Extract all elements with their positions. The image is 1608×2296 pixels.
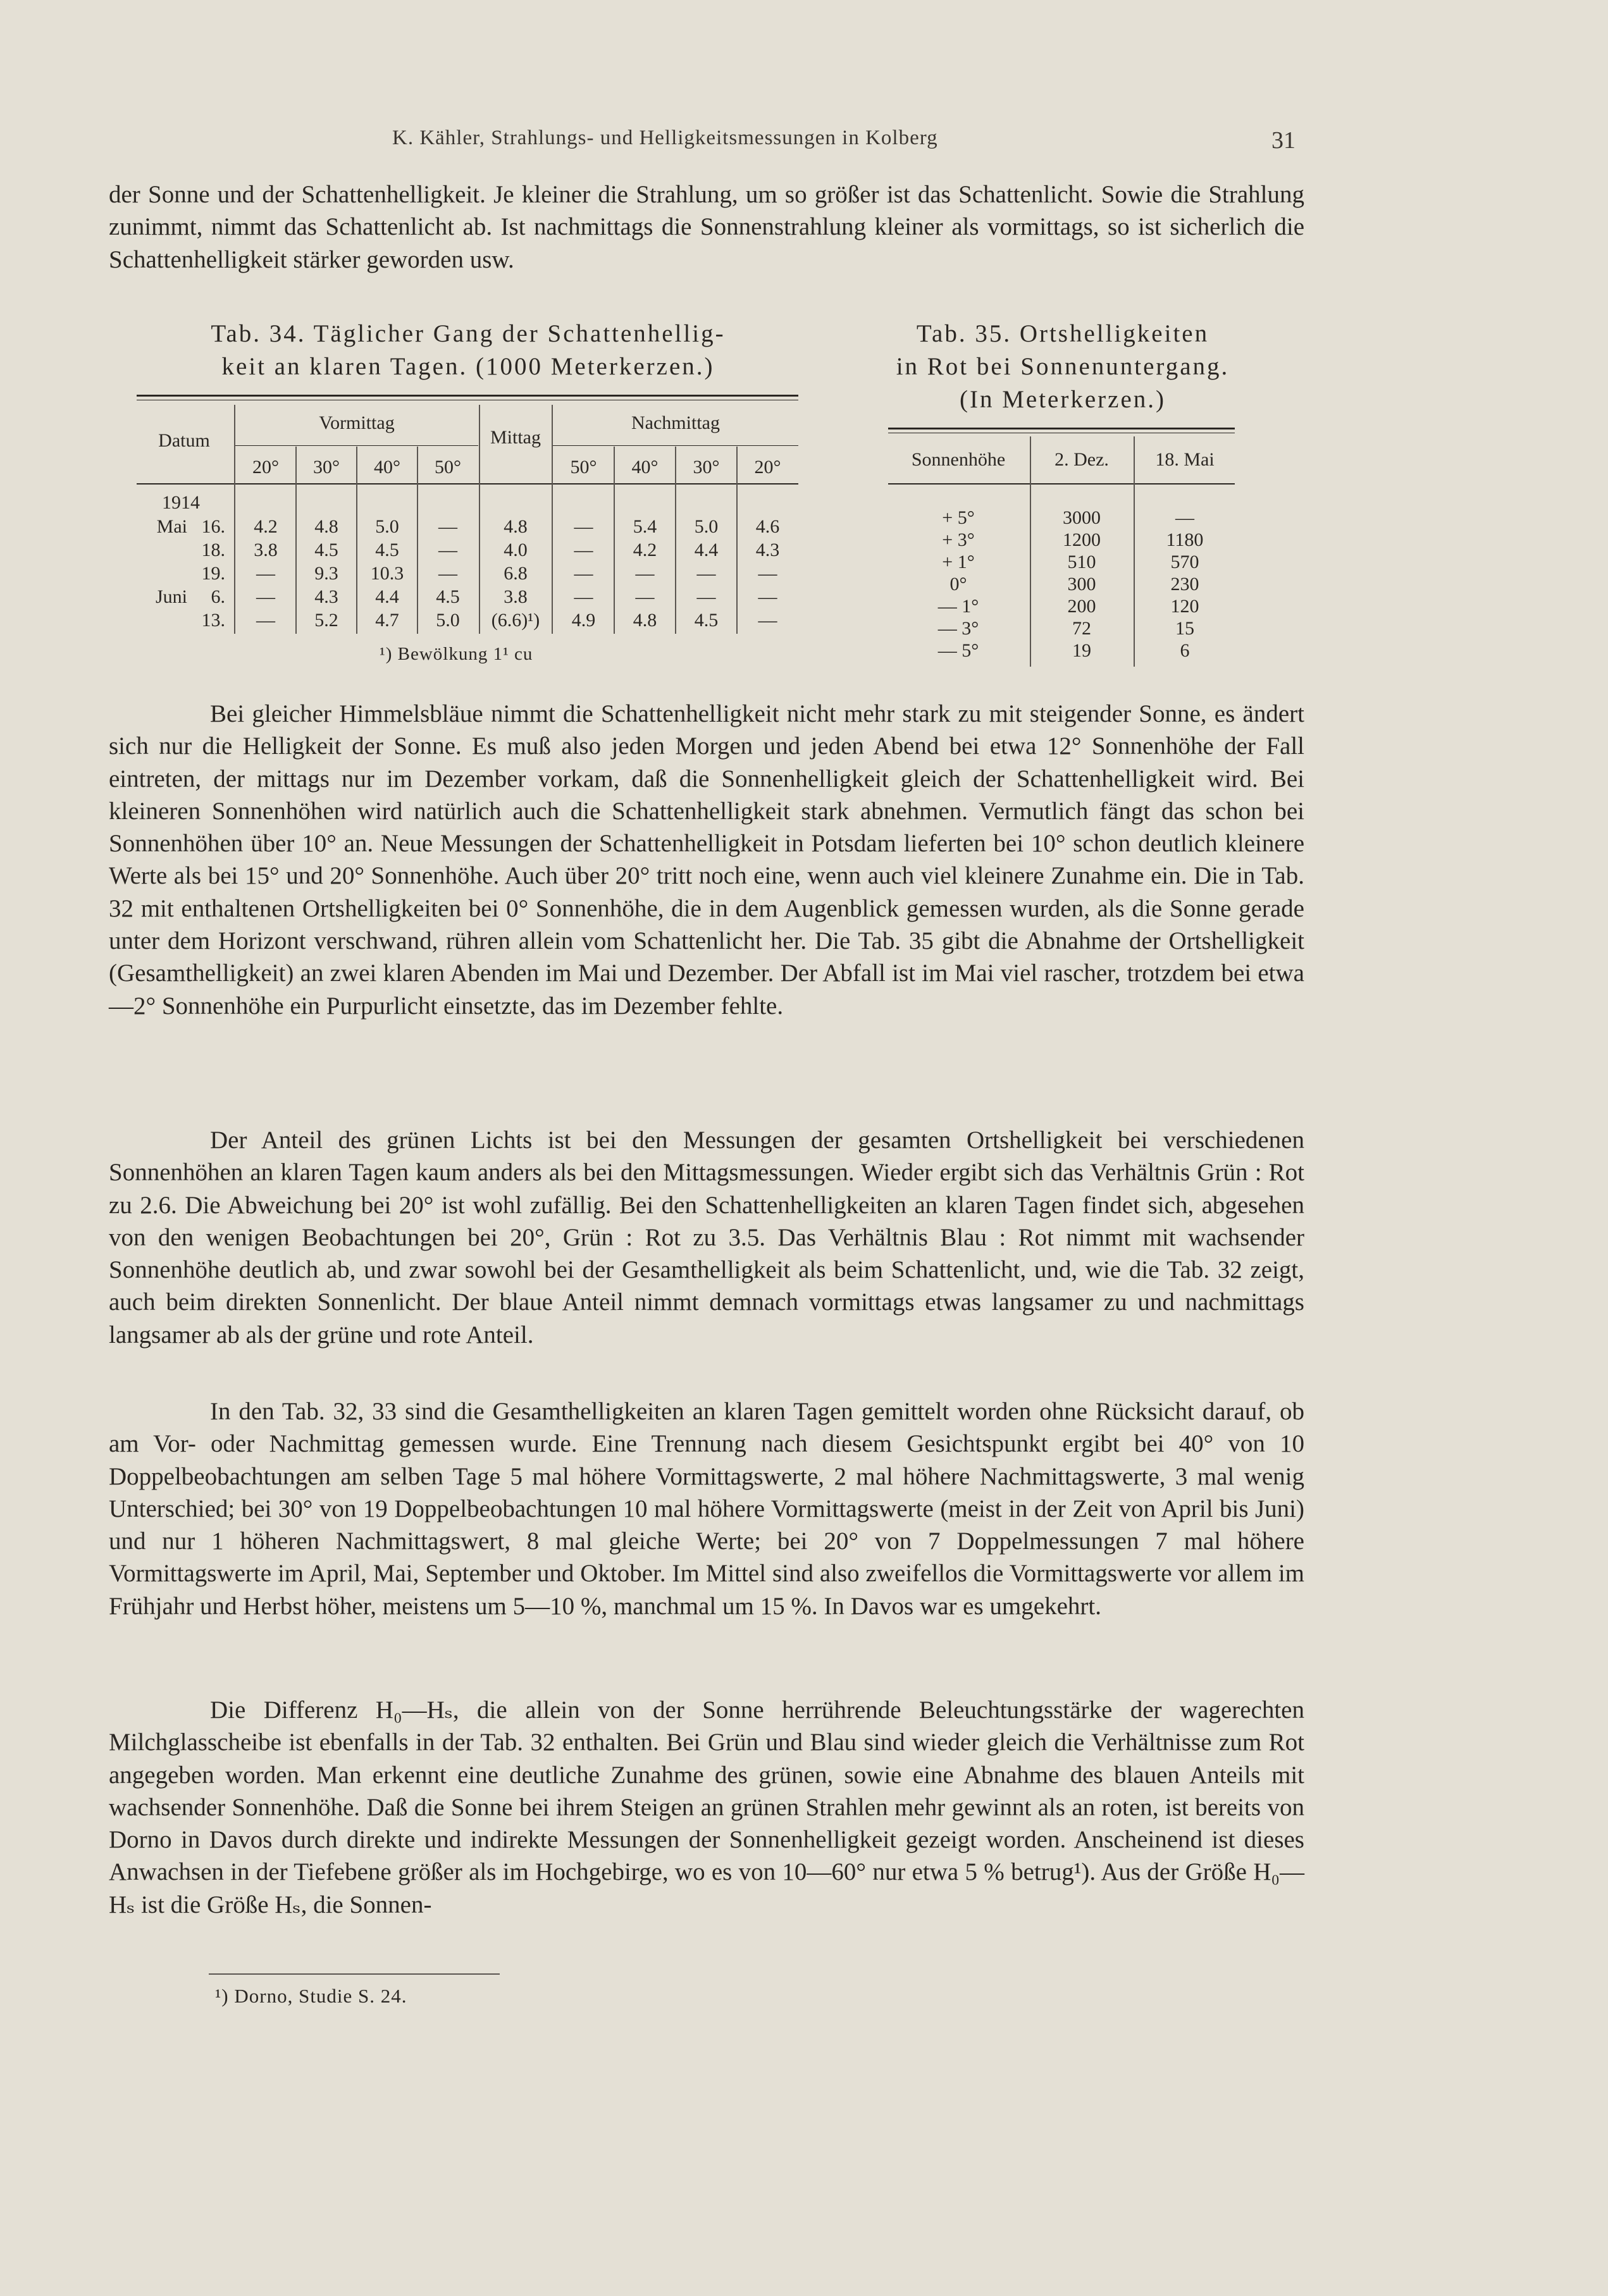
tab35-row-dez: 1200 [1063,529,1101,550]
tab34-cell: 3.8 [254,540,278,560]
tab34-header-mittag: Mittag [490,427,541,448]
tab35-row-mai: 6 [1180,640,1190,661]
tab35-row-sonnenhoehe: — 1° [937,596,979,617]
tab35-row-mai: 120 [1170,596,1199,617]
tab35-row-dez: 3000 [1063,507,1101,528]
tab34-cell: 4.7 [375,610,399,631]
tab34-cell: — [256,563,275,584]
tab34-row-day: 18. [201,540,225,560]
tab34-cell: 4.5 [694,610,719,631]
tab34-cell: — [256,610,275,631]
tab34-cell: 4.2 [633,540,657,560]
page-number: 31 [1271,127,1296,154]
tab34-cell: — [438,563,457,584]
tab34-footnote: ¹) Bewölkung 1¹ cu [380,644,533,664]
tab34-cell: 4.6 [755,516,780,537]
tab34-cell: — [758,586,777,607]
tab34-row-day: 6. [211,586,225,607]
tab35-row-mai: 570 [1170,552,1199,572]
tab34-row-day: 19. [201,563,225,584]
tab35-row-dez: 19 [1072,640,1091,661]
tab34-cell: — [696,563,716,584]
tab34-cell: 4.9 [571,610,596,631]
tab34-cell: 5.0 [375,516,399,537]
tab34-sub-header: 20° [754,457,781,478]
paragraph-3: In den Tab. 32, 33 sind die Gesamthelligkeiten an klaren Tagen gemittelt worden ohne Rücksicht darauf, ob am Vor- oder Nachmittag gemessen wurde. Eine Trennung nach diesem Gesichtspunkt ergibt bei 40° von 10 Doppelbeobachtungen am selben Tage 5 mal höhere Vormittagswerte, 2 mal höhere Nachmittagswerte, 3 mal wenig Unterschied; bei 30° von 19 Doppelbeobachtungen 10 mal höhere Vormittagswerte (meist in der Zeit von April bis Juni) und nur 1 höheren Nachmittagswert, 8 mal gleiche Werte; bei 20° von 7 Doppelmessungen 7 mal höhere Vormittagswerte im April, Mai, September und Oktober. Im Mittel sind also zweifellos die Vormittagswerte vor allem im Frühjahr und Herbst höher, meistens um 5—10 %, manchmal um 15 %. In Davos war es umgekehrt. [109,1398,1304,1620]
tab34-cell: 3.8 [504,586,528,607]
tab34-year: 1914 [162,492,200,513]
intro-paragraph: der Sonne und der Schattenhelligkeit. Je kleiner die Strahlung, um so größer ist das Schattenlicht. Sowie die Strahlung zunimmt, nimmt das Schattenlicht ab. Ist nachmittags die Sonnenstrahlung kleiner als vormittags, so ist sicherlich die Schattenhelligkeit stärker geworden usw. [109,181,1304,273]
tab34-cell: 9.3 [314,563,338,584]
footnote: ¹) Dorno, Studie S. 24. [215,1985,407,2007]
tab34-sub-header: 50° [570,457,597,478]
tab34-row-month: Mai [156,516,187,537]
tab34-cell: 6.8 [504,563,528,584]
tab34-cell: 4.3 [314,586,338,607]
tab34-cell: — [574,563,593,584]
tab35-row-dez: 300 [1067,574,1096,595]
tab34-cell: — [635,586,655,607]
footnote-rule [209,1973,500,1975]
tab34-row-day: 13. [201,610,225,631]
tab34-header-vormittag: Vormittag [319,412,395,433]
tab34-cell: 4.5 [436,586,460,607]
tab35-row-sonnenhoehe: + 5° [942,507,975,528]
tab35-row-dez: 200 [1067,596,1096,617]
tab35-row-dez: 510 [1067,552,1096,572]
tab34-sub-header: 40° [631,457,659,478]
tab34-cell: (6.6)¹) [491,610,540,631]
tab34-sub-header: 30° [313,457,340,478]
paragraph-4: Die Differenz H₀—Hₛ, die allein von der Sonne herrührende Beleuchtungsstärke der wagerechten Milchglasscheibe ist ebenfalls in der Tab. 32 enthalten. Bei Grün und Blau sind wieder gleich die Verhältnisse zum Rot angegeben worden. Man erkennt eine deutliche Zunahme des grünen, sowie eine Abnahme des blauen Anteils mit wachsender Sonnenhöhe. Daß die Sonne bei ihrem Steigen an grünen Strahlen mehr gewinnt als an roten, ist bereits von Dorno in Davos durch direkte und indirekte Messungen der Sonnenhelligkeit gezeigt worden. Anscheinend ist dieses Anwachsen in der Tiefebene größer als im Hochgebirge, wo es von 10—60° nur etwa 5 % betrug¹). Aus der Größe H₀—Hₛ ist die Größe Hₛ, die Sonnen- [109,1696,1304,1918]
tab34-cell: 4.4 [375,586,399,607]
paragraph-1: Bei gleicher Himmelsbläue nimmt die Schattenhelligkeit nicht mehr stark zu mit steigender Sonne, es ändert sich nur die Helligkeit der Sonne. Es muß also jeden Morgen und jeden Abend bei etwa 12° Sonnenhöhe der Fall eintreten, der mittags nur im Dezember vorkam, daß die Sonnenhelligkeit gleich der Schattenhelligkeit wird. Bei kleineren Sonnenhöhen wird natürlich auch die Schattenhelligkeit stark abnehmen. Vermutlich fängt das schon bei Sonnenhöhen über 10° an. Neue Messungen der Schattenhelligkeit in Potsdam lieferten bei 10° schon deutlich kleinere Werte als bei 15° und 20° Sonnenhöhe. Auch über 20° tritt noch eine, wenn auch viel kleinere Zunahme ein. Die in Tab. 32 mit enthaltenen Ortshelligkeiten bei 0° Sonnenhöhe, die in dem Augenblick gemessen wurden, als die Sonne gerade unter dem Horizont verschwand, rühren allein vom Schattenlicht her. Die Tab. 35 gibt die Abnahme der Ortshelligkeit (Gesamthelligkeit) an zwei klaren Abenden im Mai und Dezember. Der Abfall ist im Mai viel rascher, trotzdem bei etwa —2° Sonnenhöhe ein Purpurlicht einsetzte, das im Dezember fehlte. [109,700,1304,1020]
tab34-sub-header: 20° [252,457,279,478]
tab35-row-mai: 230 [1170,574,1199,595]
tab34-cell: 4.8 [314,516,338,537]
tab35-row-mai: 15 [1175,618,1194,639]
tab35-header-mai: 18. Mai [1155,449,1215,470]
tab35-header-dez: 2. Dez. [1054,449,1109,470]
tab34-cell: — [635,563,655,584]
tab34-sub-header: 50° [435,457,461,478]
tab34-row-month: Juni [155,586,187,607]
tab34-cell: 4.2 [254,516,278,537]
tab34-header-nachmittag: Nachmittag [631,412,720,433]
tab35-caption [848,318,1278,416]
tab35-caption-line2: in Rot bei Sonnenuntergang. [896,353,1230,380]
tab34-cell: 4.8 [504,516,528,537]
tab34-cell: 4.3 [755,540,780,560]
tab34-header-datum: Datum [158,430,210,451]
tab34-caption [120,318,816,383]
tab34-cell: 4.4 [694,540,719,560]
tab34-cell: 4.5 [375,540,399,560]
tab34-caption-line1: Tab. 34. Täglicher Gang der Schattenhellig- [211,320,726,347]
running-title: K. Kähler, Strahlungs- und Helligkeitsmessungen in Kolberg [392,127,938,149]
tab35-row-mai: 1180 [1166,529,1204,550]
tab34-sub-header: 30° [693,457,720,478]
tab35-row-sonnenhoehe: — 5° [937,640,979,661]
tab34-cell: — [696,586,716,607]
tab35-caption-line3: (In Meterkerzen.) [960,386,1166,413]
tab35-header-sonnenhoehe: Sonnenhöhe [911,449,1006,470]
tab34-cell: 5.0 [436,610,460,631]
tab34-cell: 10.3 [370,563,404,584]
tab34-cell: 5.0 [694,516,719,537]
tab34-caption-line2: keit an klaren Tagen. (1000 Meterkerzen.) [221,353,715,380]
tab34-cell: — [438,540,457,560]
tab34-cell: — [574,516,593,537]
tab34-cell: 4.0 [504,540,528,560]
tab35-row-sonnenhoehe: + 3° [942,529,975,550]
tab34-cell: — [758,563,777,584]
tab35-row-sonnenhoehe: 0° [949,574,967,595]
tab34-cell: 5.4 [633,516,657,537]
tab34-cell: — [758,610,777,631]
tab34-sub-header: 40° [374,457,400,478]
tab34-cell: 5.2 [314,610,338,631]
tab35-row-dez: 72 [1072,618,1091,639]
tab34-row-day: 16. [201,516,225,537]
tab35-row-sonnenhoehe: + 1° [942,552,975,572]
tab34-cell: — [438,516,457,537]
tab34-cell: 4.5 [314,540,338,560]
paragraph-2: Der Anteil des grünen Lichts ist bei den Messungen der gesamten Ortshelligkeit bei verschiedenen Sonnenhöhen an klaren Tagen kaum anders als bei den Mittagsmessungen. Wieder ergibt sich das Verhältnis Grün : Rot zu 2.6. Die Abweichung bei 20° ist wohl zufällig. Bei den Schattenhelligkeiten an klaren Tagen findet sich, abgesehen von den wenigen Beobachtungen bei 20°, Grün : Rot zu 3.5. Das Verhältnis Blau : Rot nimmt mit wachsender Sonnenhöhe deutlich ab, und zwar sowohl bei der Gesamthelligkeit als beim Schattenlicht, und, wie die Tab. 32 zeigt, auch beim direkten Sonnenlicht. Der blaue Anteil nimmt demnach vormittags etwas langsamer zu und nachmittags langsamer ab als der grüne und rote Anteil. [109,1126,1304,1349]
tab34-cell: 4.8 [633,610,657,631]
tab34-cell: — [574,540,593,560]
tab35-row-sonnenhoehe: — 3° [937,618,979,639]
tab35-caption-line1: Tab. 35. Ortshelligkeiten [916,320,1209,347]
tab35-row-mai: — [1175,507,1194,528]
tab34-cell: — [574,586,593,607]
tab34-cell: — [256,586,275,607]
